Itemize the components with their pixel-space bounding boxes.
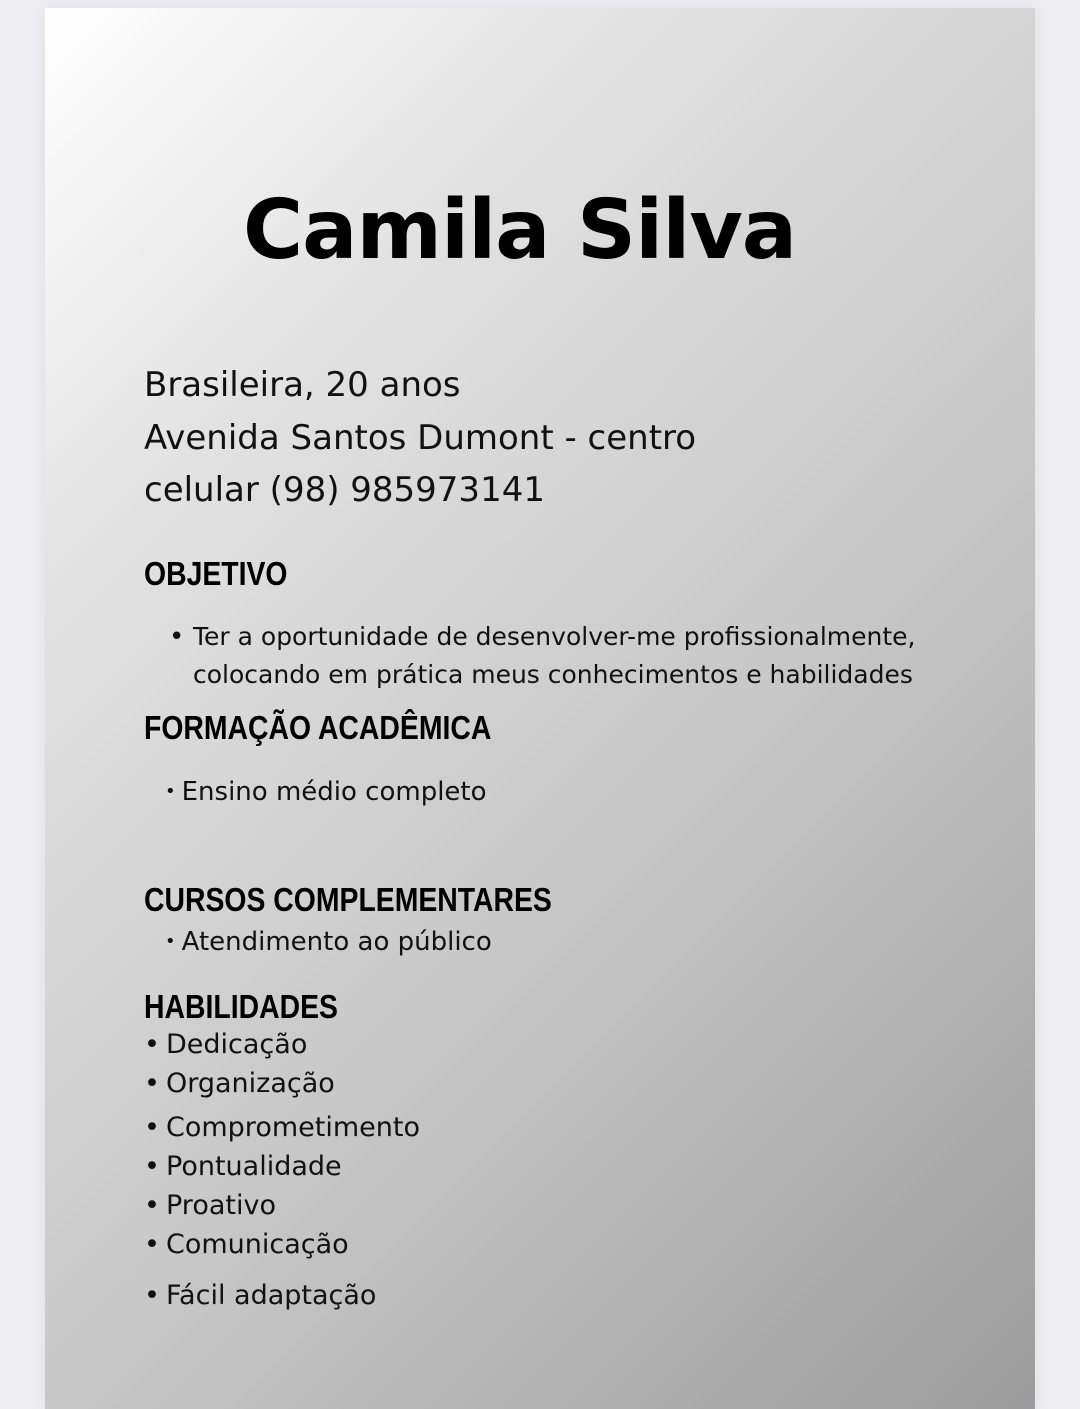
skill-item [144,1227,349,1263]
bullet-icon: • [165,931,176,952]
bullet-icon: • [144,1190,160,1221]
skill-label: Dedicação [166,1029,308,1060]
bullet-icon: • [144,1280,160,1311]
bullet-icon: • [144,1151,160,1182]
cursos-item-label: Atendimento ao público [181,927,492,957]
skill-item [144,1149,342,1185]
skill-item [144,1027,307,1063]
formacao-item-label: Ensino médio completo [181,777,487,807]
bullet-icon: • [144,1229,160,1260]
heading-objetivo: OBJETIVO [144,555,288,592]
bullet-icon: • [169,622,185,652]
skill-item [144,1188,276,1224]
cursos-item [165,925,492,959]
info-address: Avenida Santos Dumont - centro [144,418,697,458]
heading-habilidades: HABILIDADES [144,988,338,1025]
objetivo-text: Ter a oportunidade de desenvolver-me profissionalmente, colocando em prática meus conhecimentos e habilidades [193,622,916,689]
info-phone: celular (98) 985973141 [144,470,545,510]
heading-formacao: FORMAÇÃO ACADÊMICA [144,709,492,746]
resume-name: Camila Silva [243,183,797,278]
resume-page [45,8,1035,1409]
bullet-icon: • [144,1029,160,1060]
bullet-icon: • [144,1068,160,1099]
formacao-item [165,775,487,809]
skill-label: Pontualidade [166,1151,342,1182]
info-nationality-age: Brasileira, 20 anos [144,365,461,405]
skill-item [144,1110,420,1146]
skill-label: Comprometimento [166,1112,420,1143]
skill-item [144,1278,376,1314]
heading-cursos: CURSOS COMPLEMENTARES [144,881,552,918]
skill-label: Comunicação [166,1229,349,1260]
skill-label: Fácil adaptação [166,1280,377,1311]
skill-label: Proativo [166,1190,276,1221]
skill-item [144,1066,335,1102]
bullet-icon: • [144,1112,160,1143]
skill-label: Organização [166,1068,335,1099]
bullet-icon: • [165,781,176,802]
